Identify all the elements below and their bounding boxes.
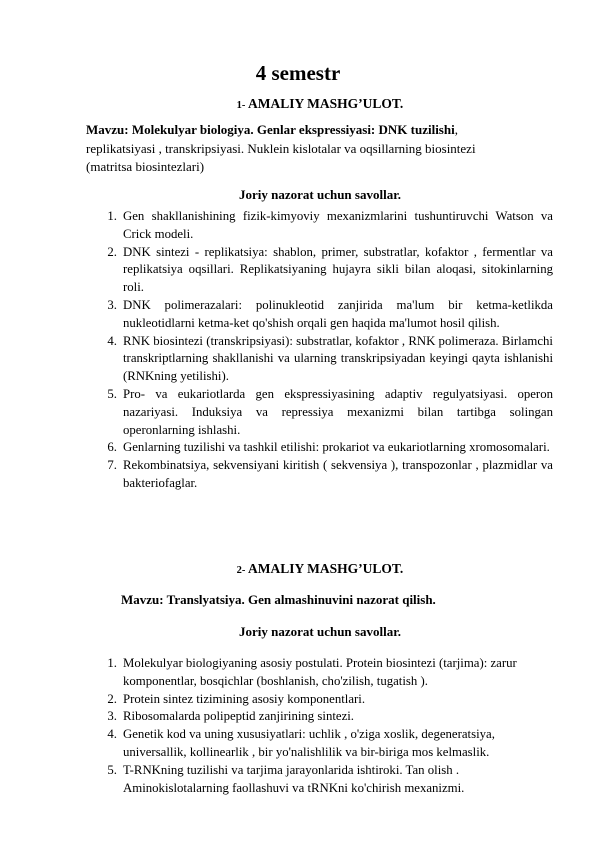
section1-topic: [86, 121, 526, 177]
list-item: [95, 386, 553, 439]
item-text: Rekombinatsiya, sekvensiyani kiritish ( sekvensiya ), transpozonlar , plazmidlar va bakteriofaglar.: [123, 458, 553, 490]
item-number: 7.: [107, 458, 117, 473]
section2-questions-heading: Joriy nazorat uchun savollar.: [238, 624, 402, 639]
item-number: 1.: [107, 209, 117, 223]
item-number: 4.: [107, 727, 117, 742]
item-text: Protein sintez tizimining asosiy komponentlari.: [123, 691, 366, 706]
item-number: 4.: [107, 333, 117, 348]
section2-heading: [0, 560, 596, 580]
section2-topic: Mavzu: Translyatsiya. Gen almashinuvini nazorat qilish.: [121, 592, 436, 607]
page-title: 4 semestr: [255, 61, 341, 85]
item-text: Molekulyar biologiyaning asosiy postulati. Protein biosintezi (tarjima): zarur komponentlar, bosqichlar (boshlanish, cho'zilish, tugatish ).: [123, 656, 517, 688]
section1-questions-heading: Joriy nazorat uchun savollar.: [238, 187, 402, 202]
list-item: [95, 708, 553, 726]
item-text: Pro- va eukariotlarda gen ekspressiyasining adaptiv regulyatsiyasi. operon nazariyasi. Induksiya va repressiya mexanizmi bilan tartibga solingan operonlarning ishlashi.: [123, 386, 553, 437]
section1-heading: [0, 95, 596, 115]
section1-topic-line2: replikatsiyasi , transkripsiyasi. Nuklein kislotalar va oqsillarning biosintezi: [86, 140, 476, 156]
section1-topic-comma: ,: [454, 122, 458, 137]
list-item: [95, 439, 553, 457]
item-text: DNK sintezi - replikatsiya: shablon, primer, substratlar, kofaktor , fermentlar va replikatsiya oqsillari. Replikatsiyaning hujayra sikli bilan aloqasi, sitokinlarning roli.: [123, 244, 553, 295]
list-item: [95, 655, 553, 691]
list-item: [95, 244, 553, 297]
list-item: [95, 726, 553, 762]
item-number: 2.: [107, 691, 117, 706]
item-text: Genlarning tuzilishi va tashkil etilishi: prokariot va eukariotlarning xromosomalari.: [123, 440, 550, 455]
section2-heading-text: AMALIY MASHG’ULOT.: [245, 561, 404, 576]
item-number: 1.: [107, 656, 117, 670]
list-item: [95, 297, 553, 333]
section1-topic-bold: Mavzu: Molekulyar biologiya. Genlar ekspressiyasi: DNK tuzilishi: [86, 122, 455, 137]
section1-heading-number: 1-: [236, 100, 246, 111]
list-item: [95, 333, 553, 386]
section2-question-list: [95, 655, 553, 797]
section1-question-list: [95, 208, 553, 493]
item-text: Genetik kod va uning xususiyatlari: uchlik , o'ziga xoslik, degeneratsiya, universallik, kollinearlik , bir yo'nalishlilik va bir-biriga mos kelmaslik.: [123, 727, 495, 759]
section2-heading-number: 2-: [236, 565, 246, 576]
section1-topic-line3: (matritsa biosintezlari): [86, 159, 205, 174]
list-item: [95, 208, 553, 244]
item-number: 2.: [107, 244, 117, 259]
item-number: 5.: [107, 762, 117, 777]
item-text: Ribosomalarda polipeptid zanjirining sintezi.: [123, 709, 355, 724]
item-text: DNK polimerazalari: polinukleotid zanjirida ma'lum bir ketma-ketlikda nukleotidlarni ketma-ket qo'shish orqali gen haqida ma'lumot hosil qilish.: [123, 297, 553, 330]
item-number: 6.: [107, 440, 117, 455]
list-item: [95, 457, 553, 493]
item-text: T-RNKning tuzilishi va tarjima jarayonlarida ishtiroki. Tan olish . Aminokislotalarning faollashuvi va tRNKni ko'chirish mexanizmi.: [123, 762, 465, 795]
section1-heading-text: AMALIY MASHG’ULOT.: [245, 96, 404, 111]
item-number: 5.: [107, 386, 117, 401]
list-item: [95, 762, 553, 798]
item-number: 3.: [107, 709, 117, 724]
list-item: [95, 691, 553, 709]
item-number: 3.: [107, 297, 117, 312]
section1-topic-line1: [86, 121, 526, 140]
item-text: Gen shakllanishining fizik-kimyoviy mexanizmlarini tushuntiruvchi Watson va Crick modeli.: [123, 209, 553, 241]
item-text: RNK biosintezi (transkripsiyasi): substratlar, kofaktor , RNK polimeraza. Birlamchi transkriptlarning shakllanishi va ularning transkripsiyadan keyingi qayta ishlanishi (RNKning yetilishi).: [123, 333, 553, 384]
